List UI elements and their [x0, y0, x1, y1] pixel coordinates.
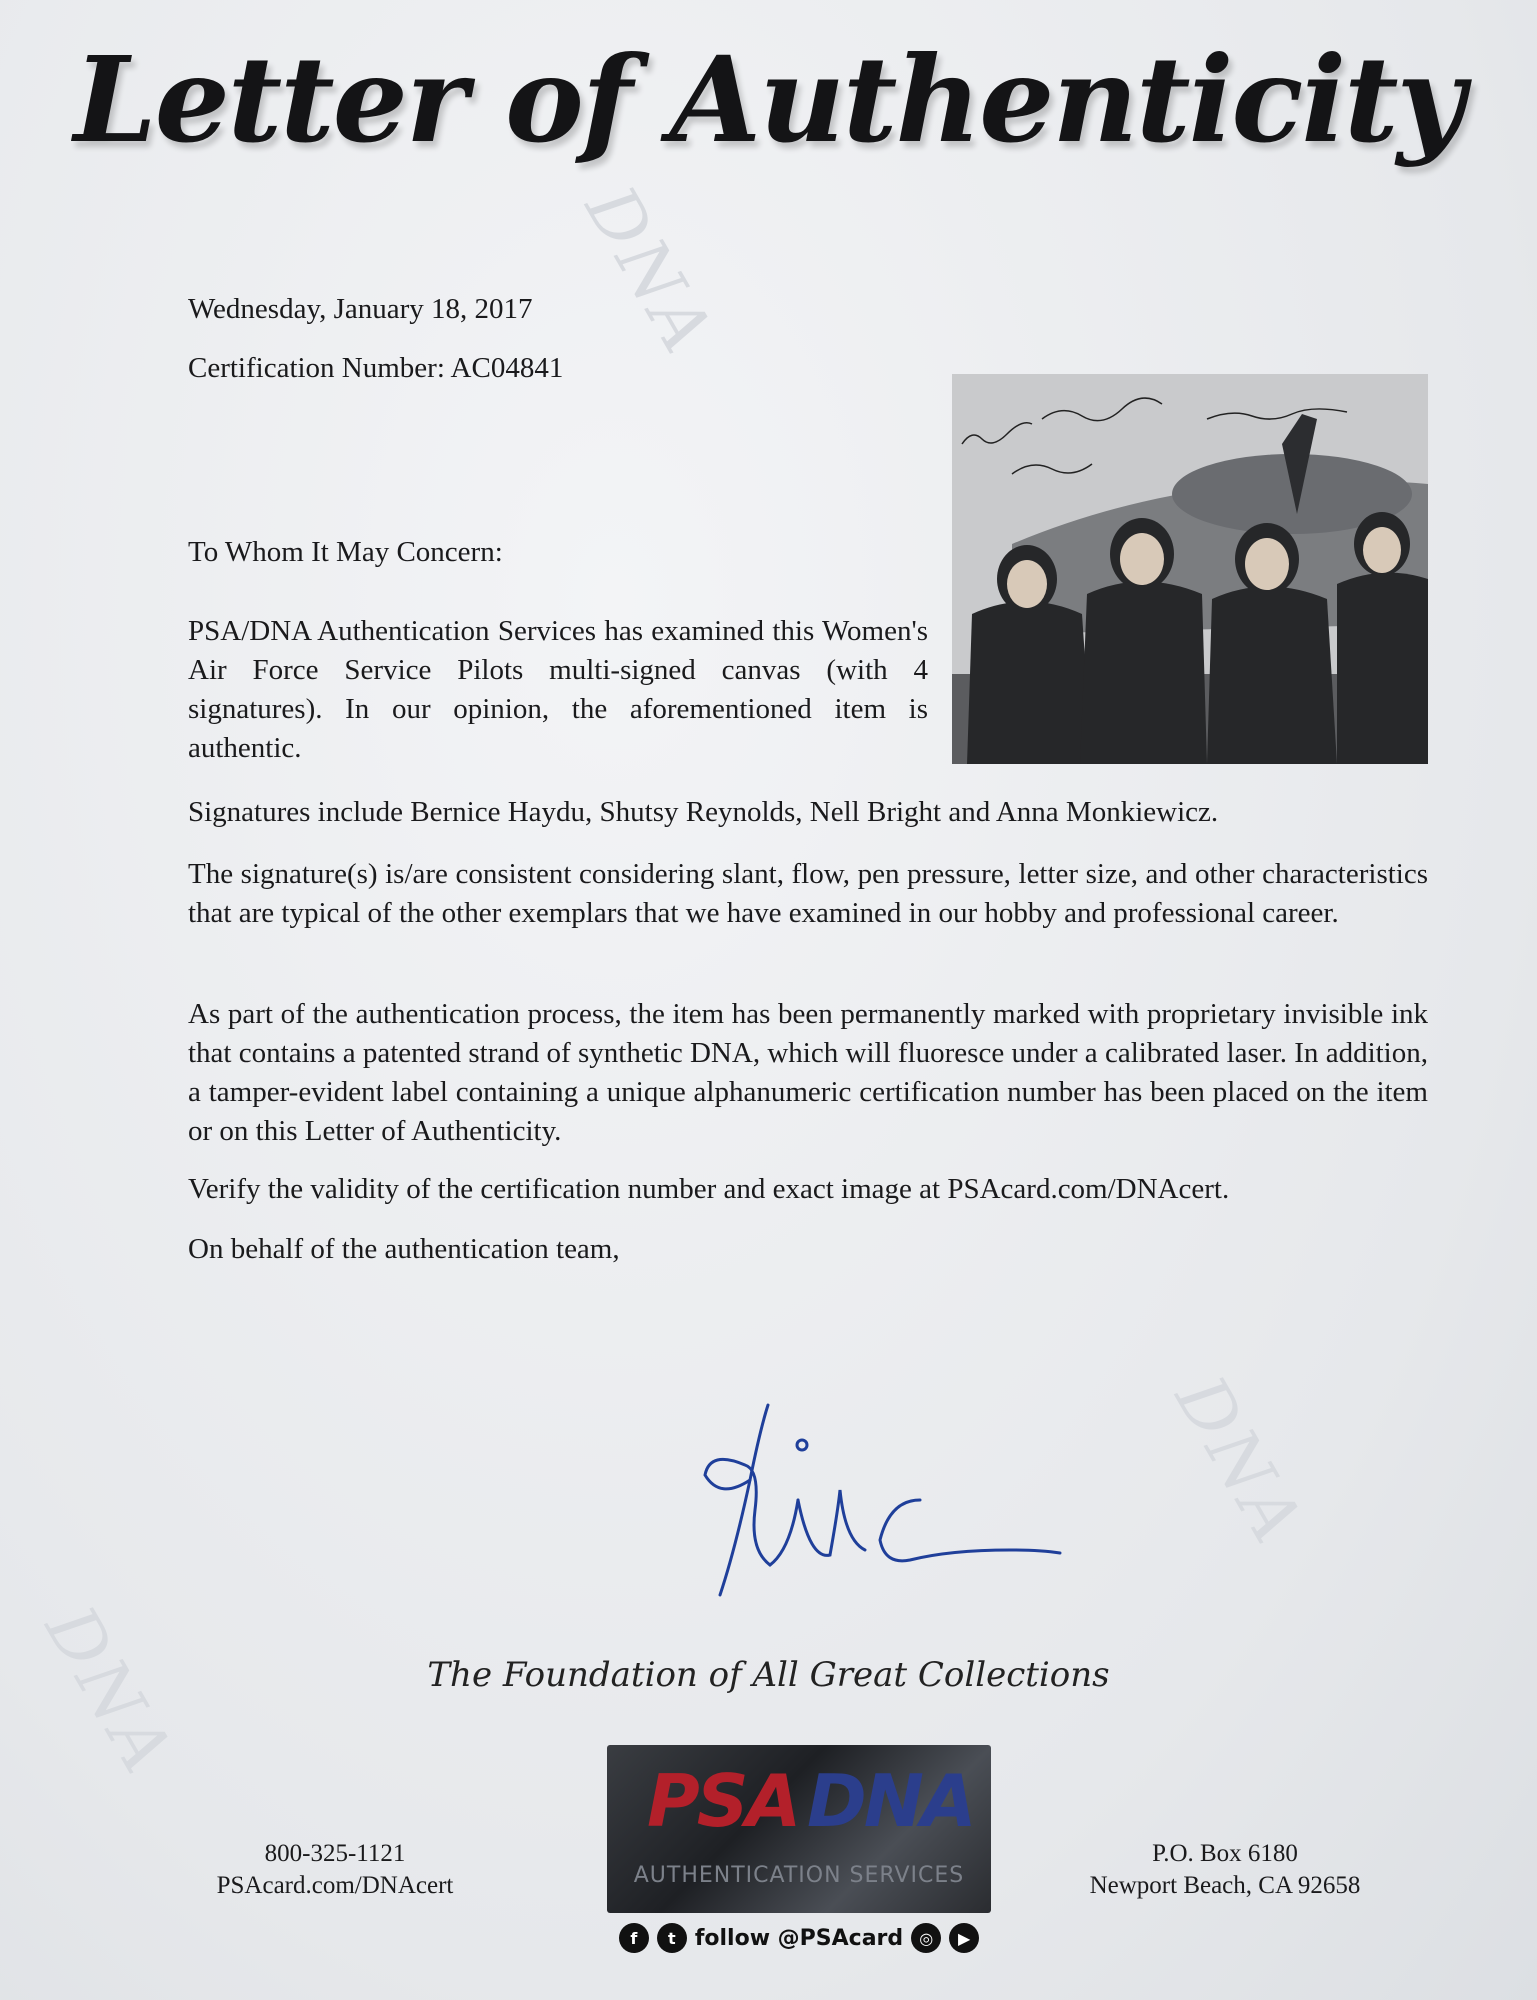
po-box: P.O. Box 6180 [1152, 1840, 1298, 1867]
logo-dna-text: DNA [807, 1759, 974, 1843]
follow-text[interactable]: follow @PSAcard [694, 1925, 904, 1951]
facebook-icon[interactable]: f [619, 1923, 649, 1953]
city-address: Newport Beach, CA 92658 [1089, 1872, 1361, 1899]
letter-date: Wednesday, January 18, 2017 [188, 293, 533, 325]
twitter-icon[interactable]: t [657, 1923, 687, 1953]
contact-left [170, 1838, 500, 1902]
page-title: Letter of Authenticity [73, 30, 1464, 169]
paragraph-closing: On behalf of the authentication team, [188, 1233, 620, 1265]
paragraph-verify: Verify the validity of the certification number and exact image at PSAcard.com/DNAcert. [188, 1173, 1230, 1205]
watermark: DNA [29, 1592, 191, 1790]
contact-right [1060, 1838, 1390, 1902]
youtube-icon[interactable]: ▶ [949, 1923, 979, 1953]
certification-number: Certification Number: AC04841 [188, 352, 564, 384]
paragraph-examination: PSA/DNA Authentication Services has examined this Women's Air Force Service Pilots multi-signed canvas (with 4 signatures). In our opinion, the aforementioned item is authentic. [188, 615, 928, 764]
website-link[interactable]: PSAcard.com/DNAcert [216, 1872, 454, 1899]
paragraph-process: As part of the authentication process, the item has been permanently marked with proprietary invisible ink that contains a patented strand of synthetic DNA, which will fluoresce under a calibrated laser. In addition, a tamper-evident label containing a unique alphanumeric certification number has been placed on the item or on this Letter of Authenticity. [188, 998, 1428, 1147]
logo-subtitle: AUTHENTICATION SERVICES [633, 1863, 965, 1888]
logo-psa-text: PSA [647, 1759, 799, 1843]
photo-illustration [952, 374, 1428, 764]
paragraph-consistency: The signature(s) is/are consistent considering slant, flow, pen pressure, letter size, and other characteristics that are typical of the other exemplars that we have examined in our hobby and professional career. [188, 858, 1428, 929]
watermark: DNA [1159, 1362, 1321, 1560]
signed-photo [952, 374, 1428, 764]
paragraph-signatures: Signatures include Bernice Haydu, Shutsy Reynolds, Nell Bright and Anna Monkiewicz. [188, 796, 1219, 828]
watermark: DNA [569, 172, 731, 370]
psa-dna-logo [607, 1745, 991, 1913]
tagline: The Foundation of All Great Collections [427, 1655, 1110, 1695]
greeting: To Whom It May Concern: [188, 536, 503, 568]
phone-number: 800-325-1121 [264, 1840, 406, 1867]
instagram-icon[interactable]: ◎ [911, 1923, 941, 1953]
social-follow [607, 1918, 991, 1958]
handwritten-signature [650, 1390, 1080, 1600]
